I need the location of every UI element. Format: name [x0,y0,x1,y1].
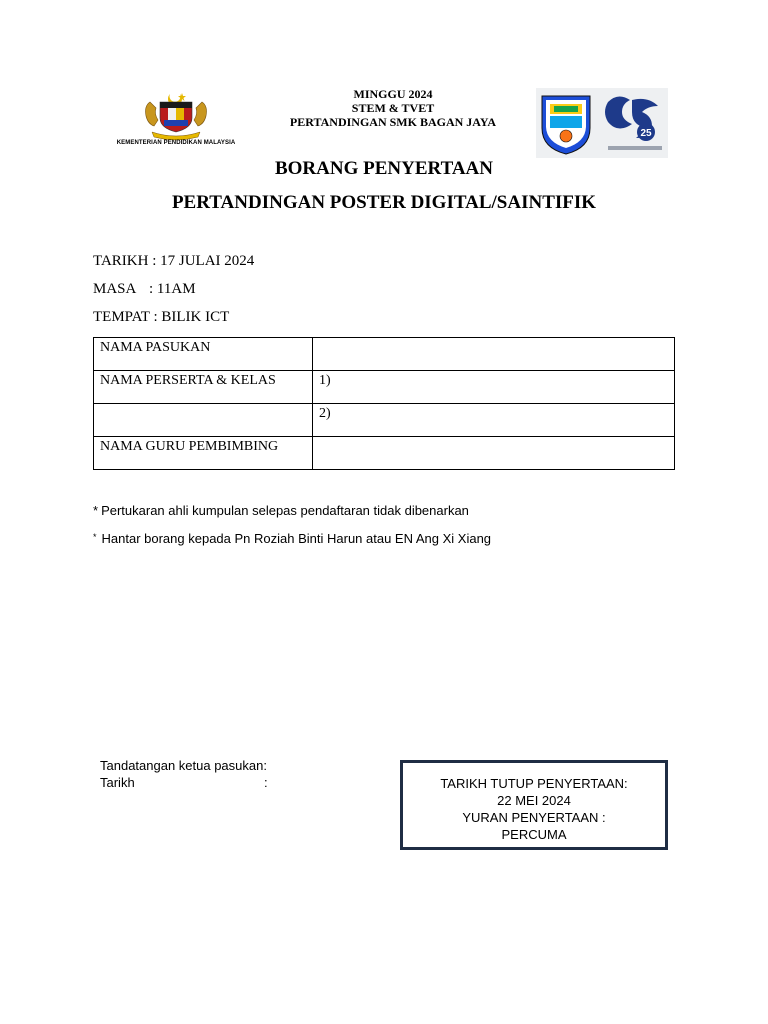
table-row [94,338,675,371]
event-time-value: : 11AM [149,281,196,297]
closing-date-value: 22 MEI 2024 [497,793,571,808]
event-theme: STEM & TVET [351,101,435,115]
team-name-field[interactable] [313,338,675,371]
event-time [93,281,196,298]
closing-info-box [400,760,668,850]
event-time-label: MASA [93,281,137,297]
fee-value: PERCUMA [501,827,567,842]
partner-logos [536,88,668,158]
participant-label: NAMA PERSERTA & KELAS [94,371,313,404]
participant-1-field[interactable]: 1) [313,371,675,404]
closing-date-label: TARIKH TUTUP PENYERTAAN: [440,776,628,791]
table-row [94,371,675,404]
table-row [94,437,675,470]
leader-signature-label: Tandatangan ketua pasukan: [100,758,267,773]
signature-date-row [100,774,270,791]
signature-block [100,757,270,791]
note-text: Pertukaran ahli kumpulan selepas pendaftaran tidak dibenarkan [101,503,469,518]
asterisk-icon: * [93,503,99,518]
event-date: TARIKH : 17 JULAI 2024 [93,253,255,269]
event-header [270,87,516,129]
svg-text:25: 25 [640,128,652,139]
signature-date-colon: : [264,775,268,790]
teacher-field[interactable] [313,437,675,470]
school-shield-logo [542,96,590,154]
note-item [93,503,469,518]
registration-table [93,337,675,470]
competition-title: PERTANDINGAN POSTER DIGITAL/SAINTIFIK [171,192,597,213]
participant-label-empty [94,404,313,437]
asterisk-icon: * [93,532,97,542]
teacher-label: NAMA GURU PEMBIMBING [94,437,313,470]
participant-2-field[interactable]: 2) [313,404,675,437]
event-place: TEMPAT : BILIK ICT [93,309,230,325]
fee-label: YURAN PENYERTAAN : [462,810,606,825]
team-name-label: NAMA PASUKAN [94,338,313,371]
table-row [94,404,675,437]
event-week: MINGGU 2024 [353,87,433,101]
event-competition: PERTANDINGAN SMK BAGAN JAYA [289,115,497,129]
signature-date-label: Tarikh [100,775,135,790]
ministry-caption: KEMENTERIAN PENDIDIKAN MALAYSIA [116,140,236,146]
note-text: Hantar borang kepada Pn Roziah Binti Harun atau EN Ang Xi Xiang [101,531,492,546]
note-item [93,531,491,546]
form-title: BORANG PENYERTAAN [274,158,494,179]
